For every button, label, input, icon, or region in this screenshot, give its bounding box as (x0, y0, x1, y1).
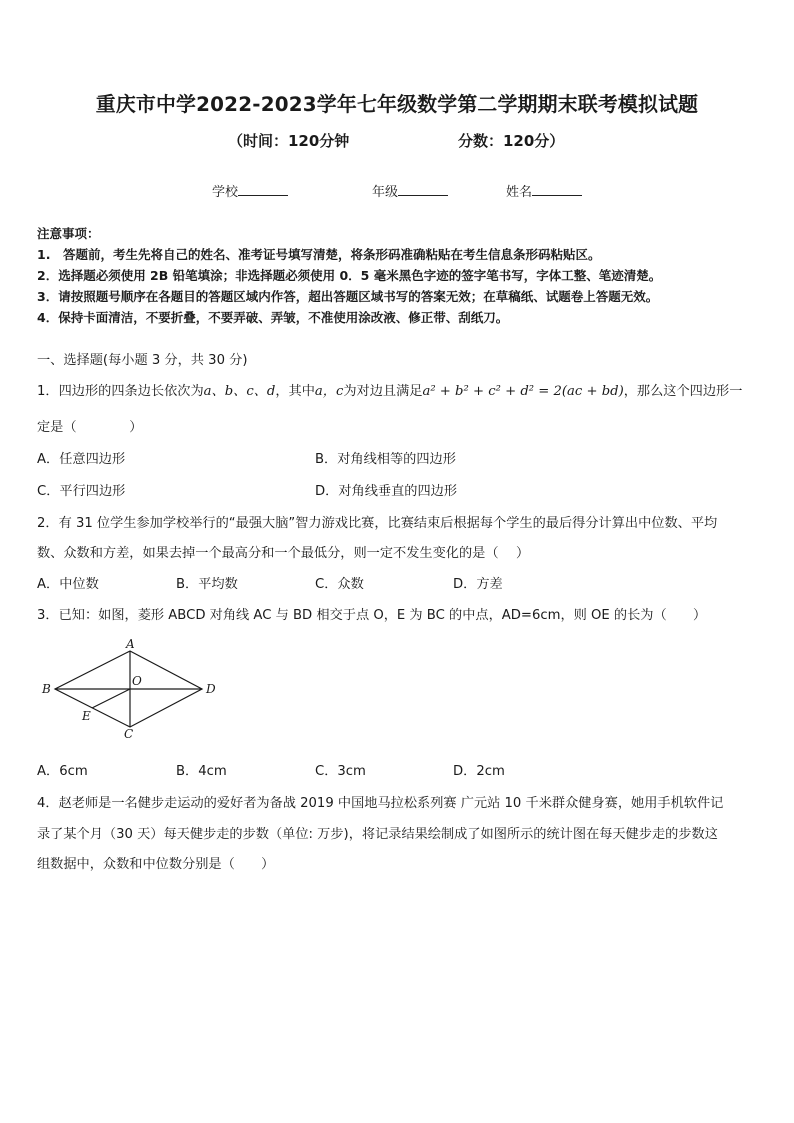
q1-option-d: D．对角线垂直的四边形 (315, 484, 458, 499)
question-4-line-2: 录了某个月（30 天）每天健步走的步数（单位: 万步)，将记录结果绘制成了如图所示的统计图在每天健步走的步数这 (37, 827, 718, 842)
q1-vars: a、b、c、d (203, 384, 276, 399)
name-blank (532, 183, 582, 196)
page-title: 重庆市中学2022-2023学年七年级数学第二学期期末联考模拟试题 (95, 93, 699, 116)
notice-item-4: 4．保持卡面清洁，不要折叠，不要弄破、弄皱，不准使用涂改液、修正带、刮纸刀。 (37, 310, 509, 325)
vertex-label-d: D (206, 682, 216, 696)
q1-mid1: ，其中 (275, 384, 315, 399)
question-3-line-1: 3．已知：如图，菱形 ABCD 对角线 AC 与 BD 相交于点 O，E 为 BC 的中点，AD=6cm，则 OE 的长为（ ） (37, 608, 707, 623)
notice-item-2: 2．选择题必须使用 2B 铅笔填涂；非选择题必须使用 0．5 毫米黑色字迹的签字笔书写，字体工整、笔迹清楚。 (37, 268, 662, 283)
q3-option-a: A．6cm (37, 764, 88, 779)
vertex-label-c: C (124, 727, 134, 741)
q1-ac: a，c (314, 384, 344, 399)
name-field (506, 181, 582, 200)
notice-item-1: 1. 答题前，考生先将自己的姓名、准考证号填写清楚，将条形码准确粘贴在考生信息条形码粘贴区。 (37, 247, 601, 262)
question-4-line-3: 组数据中，众数和中位数分别是（ ） (37, 857, 275, 872)
question-1-line-1 (37, 380, 742, 399)
grade-label: 年级 (372, 185, 399, 200)
vertex-label-a: A (126, 637, 135, 651)
q1-option-b: B．对角线相等的四边形 (315, 452, 456, 467)
segment-oe (92, 689, 130, 708)
exam-score: 分数：120分） (458, 132, 565, 150)
q2-option-d: D．方差 (453, 577, 503, 592)
q2-option-c: C．众数 (315, 577, 364, 592)
rhombus-diagram (36, 634, 226, 744)
q1-mid2: 为对边且满足 (343, 384, 423, 399)
name-label: 姓名 (506, 185, 533, 200)
q1-option-a: A．任意四边形 (37, 452, 126, 467)
q3-option-b: B．4cm (176, 764, 227, 779)
question-2-line-1: 2．有 31 位学生参加学校举行的“最强大脑”智力游戏比赛，比赛结束后根据每个学生的最后得分计算出中位数、平均 (37, 516, 718, 531)
notice-heading: 注意事项： (37, 226, 100, 241)
q3-option-c: C．3cm (315, 764, 366, 779)
q1-option-c: C．平行四边形 (37, 484, 126, 499)
q2-option-b: B．平均数 (176, 577, 238, 592)
school-field (212, 181, 288, 200)
school-label: 学校 (212, 185, 239, 200)
grade-blank (398, 183, 448, 196)
question-1-line-2: 定是（ ） (37, 420, 143, 435)
point-label-e: E (82, 709, 91, 723)
q1-suffix: ，那么这个四边形一 (623, 384, 743, 399)
q3-option-d: D．2cm (453, 764, 505, 779)
q2-option-a: A．中位数 (37, 577, 99, 592)
question-2-line-2: 数、众数和方差，如果去掉一个最高分和一个最低分，则一定不发生变化的是（ ） (37, 546, 530, 561)
point-label-o: O (132, 674, 142, 688)
q1-equation: a² + b² + c² + d² = 2(ac + bd) (422, 384, 624, 399)
section-heading: 一、选择题(每小题 3 分，共 30 分) (37, 353, 248, 368)
school-blank (238, 183, 288, 196)
q1-prefix: 1．四边形的四条边长依次为 (37, 384, 204, 399)
vertex-label-b: B (42, 682, 51, 696)
notice-item-3: 3．请按照题号顺序在各题目的答题区域内作答，超出答题区域书写的答案无效；在草稿纸、试题卷上答题无效。 (37, 289, 659, 304)
question-4-line-1: 4．赵老师是一名健步走运动的爱好者为备战 2019 中国地马拉松系列赛 广元站 10 千米群众健身赛，她用手机软件记 (37, 796, 724, 811)
grade-field (372, 181, 448, 200)
exam-time: （时间：120分钟 (228, 132, 350, 150)
